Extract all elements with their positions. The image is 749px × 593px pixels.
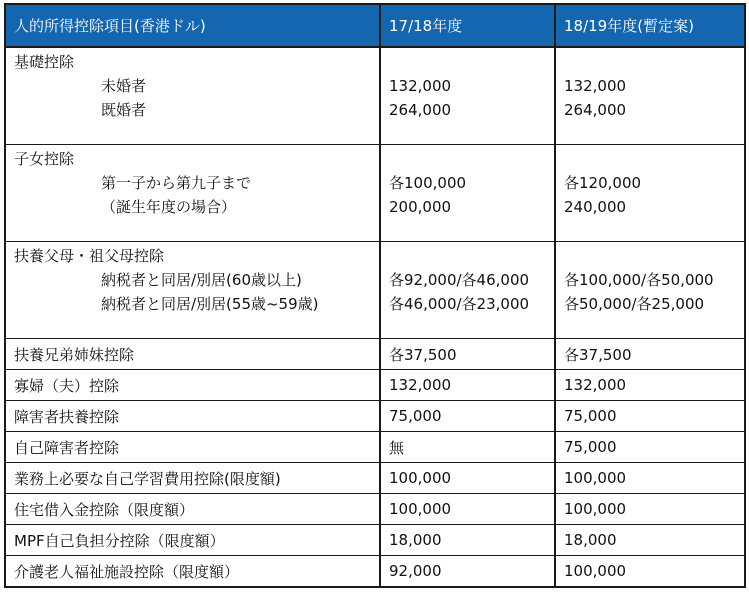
header-year2: 18/19年度(暫定案) bbox=[555, 4, 745, 47]
value-year1: 各100,000 bbox=[389, 174, 467, 193]
row-label: 自己障害者控除 bbox=[5, 432, 380, 463]
value-year1: 132,000 bbox=[389, 77, 452, 95]
value-year2: 132,000 bbox=[564, 77, 627, 95]
value-year2: 132,000 bbox=[555, 370, 745, 401]
table-row bbox=[5, 556, 745, 588]
year1-cell bbox=[380, 242, 555, 339]
row-label: 障害者扶養控除 bbox=[5, 401, 380, 432]
row-label: 住宅借入金控除（限度額） bbox=[5, 494, 380, 525]
table-row bbox=[5, 401, 745, 432]
header-item: 人的所得控除項目(香港ドル) bbox=[5, 4, 380, 47]
value-year1: 各92,000/各46,000 bbox=[389, 271, 530, 290]
row-label: MPF自己負担分控除（限度額） bbox=[5, 525, 380, 556]
sub-label: 第一子から第九子まで bbox=[101, 174, 252, 193]
header-row bbox=[5, 4, 745, 47]
table-row bbox=[5, 432, 745, 463]
row-label: 扶養兄弟姉妹控除 bbox=[5, 339, 380, 370]
table-row bbox=[5, 47, 745, 145]
table-row bbox=[5, 525, 745, 556]
year2-cell bbox=[555, 242, 745, 339]
row-label-cell bbox=[5, 145, 380, 242]
row-label: 扶養父母・祖父母控除 bbox=[14, 247, 165, 266]
value-year1: 各46,000/各23,000 bbox=[389, 295, 530, 314]
row-label: 基礎控除 bbox=[14, 53, 75, 71]
year2-cell bbox=[555, 47, 745, 145]
value-year1: 75,000 bbox=[380, 401, 555, 432]
table-row bbox=[5, 242, 745, 339]
value-year1: 100,000 bbox=[380, 463, 555, 494]
year2-cell bbox=[555, 145, 745, 242]
table-row bbox=[5, 370, 745, 401]
table-row bbox=[5, 339, 745, 370]
sub-label: 納税者と同居/別居(55歳~59歳) bbox=[101, 295, 319, 314]
table-row bbox=[5, 463, 745, 494]
row-label: 子女控除 bbox=[14, 150, 75, 169]
value-year2: 240,000 bbox=[564, 198, 627, 217]
year1-cell bbox=[380, 47, 555, 145]
value-year2: 264,000 bbox=[564, 101, 627, 119]
value-year2: 各100,000/各50,000 bbox=[564, 271, 714, 290]
value-year2: 各37,500 bbox=[555, 339, 745, 370]
row-label-cell bbox=[5, 242, 380, 339]
value-year1: 132,000 bbox=[380, 370, 555, 401]
value-year2: 100,000 bbox=[555, 494, 745, 525]
value-year2: 75,000 bbox=[555, 432, 745, 463]
value-year1: 各37,500 bbox=[380, 339, 555, 370]
sub-label: 未婚者 bbox=[101, 77, 147, 95]
value-year2: 100,000 bbox=[555, 556, 745, 588]
sub-label: （誕生年度の場合） bbox=[101, 198, 237, 217]
value-year1: 264,000 bbox=[389, 101, 452, 119]
deduction-table bbox=[4, 3, 746, 588]
value-year2: 18,000 bbox=[555, 525, 745, 556]
value-year1: 92,000 bbox=[380, 556, 555, 588]
value-year2: 各120,000 bbox=[564, 174, 642, 193]
row-label-cell bbox=[5, 47, 380, 145]
value-year2: 100,000 bbox=[555, 463, 745, 494]
table-row bbox=[5, 145, 745, 242]
row-label: 介護老人福祉施設控除（限度額） bbox=[5, 556, 380, 588]
value-year2: 各50,000/各25,000 bbox=[564, 295, 705, 314]
value-year1: 無 bbox=[380, 432, 555, 463]
value-year2: 75,000 bbox=[555, 401, 745, 432]
table-row bbox=[5, 494, 745, 525]
row-label: 業務上必要な自己学習費用控除(限度額) bbox=[5, 463, 380, 494]
sub-label: 既婚者 bbox=[101, 101, 147, 119]
row-label: 寡婦（夫）控除 bbox=[5, 370, 380, 401]
header-year1: 17/18年度 bbox=[380, 4, 555, 47]
value-year1: 200,000 bbox=[389, 198, 452, 217]
value-year1: 18,000 bbox=[380, 525, 555, 556]
value-year1: 100,000 bbox=[380, 494, 555, 525]
year1-cell bbox=[380, 145, 555, 242]
sub-label: 納税者と同居/別居(60歳以上) bbox=[101, 271, 302, 290]
